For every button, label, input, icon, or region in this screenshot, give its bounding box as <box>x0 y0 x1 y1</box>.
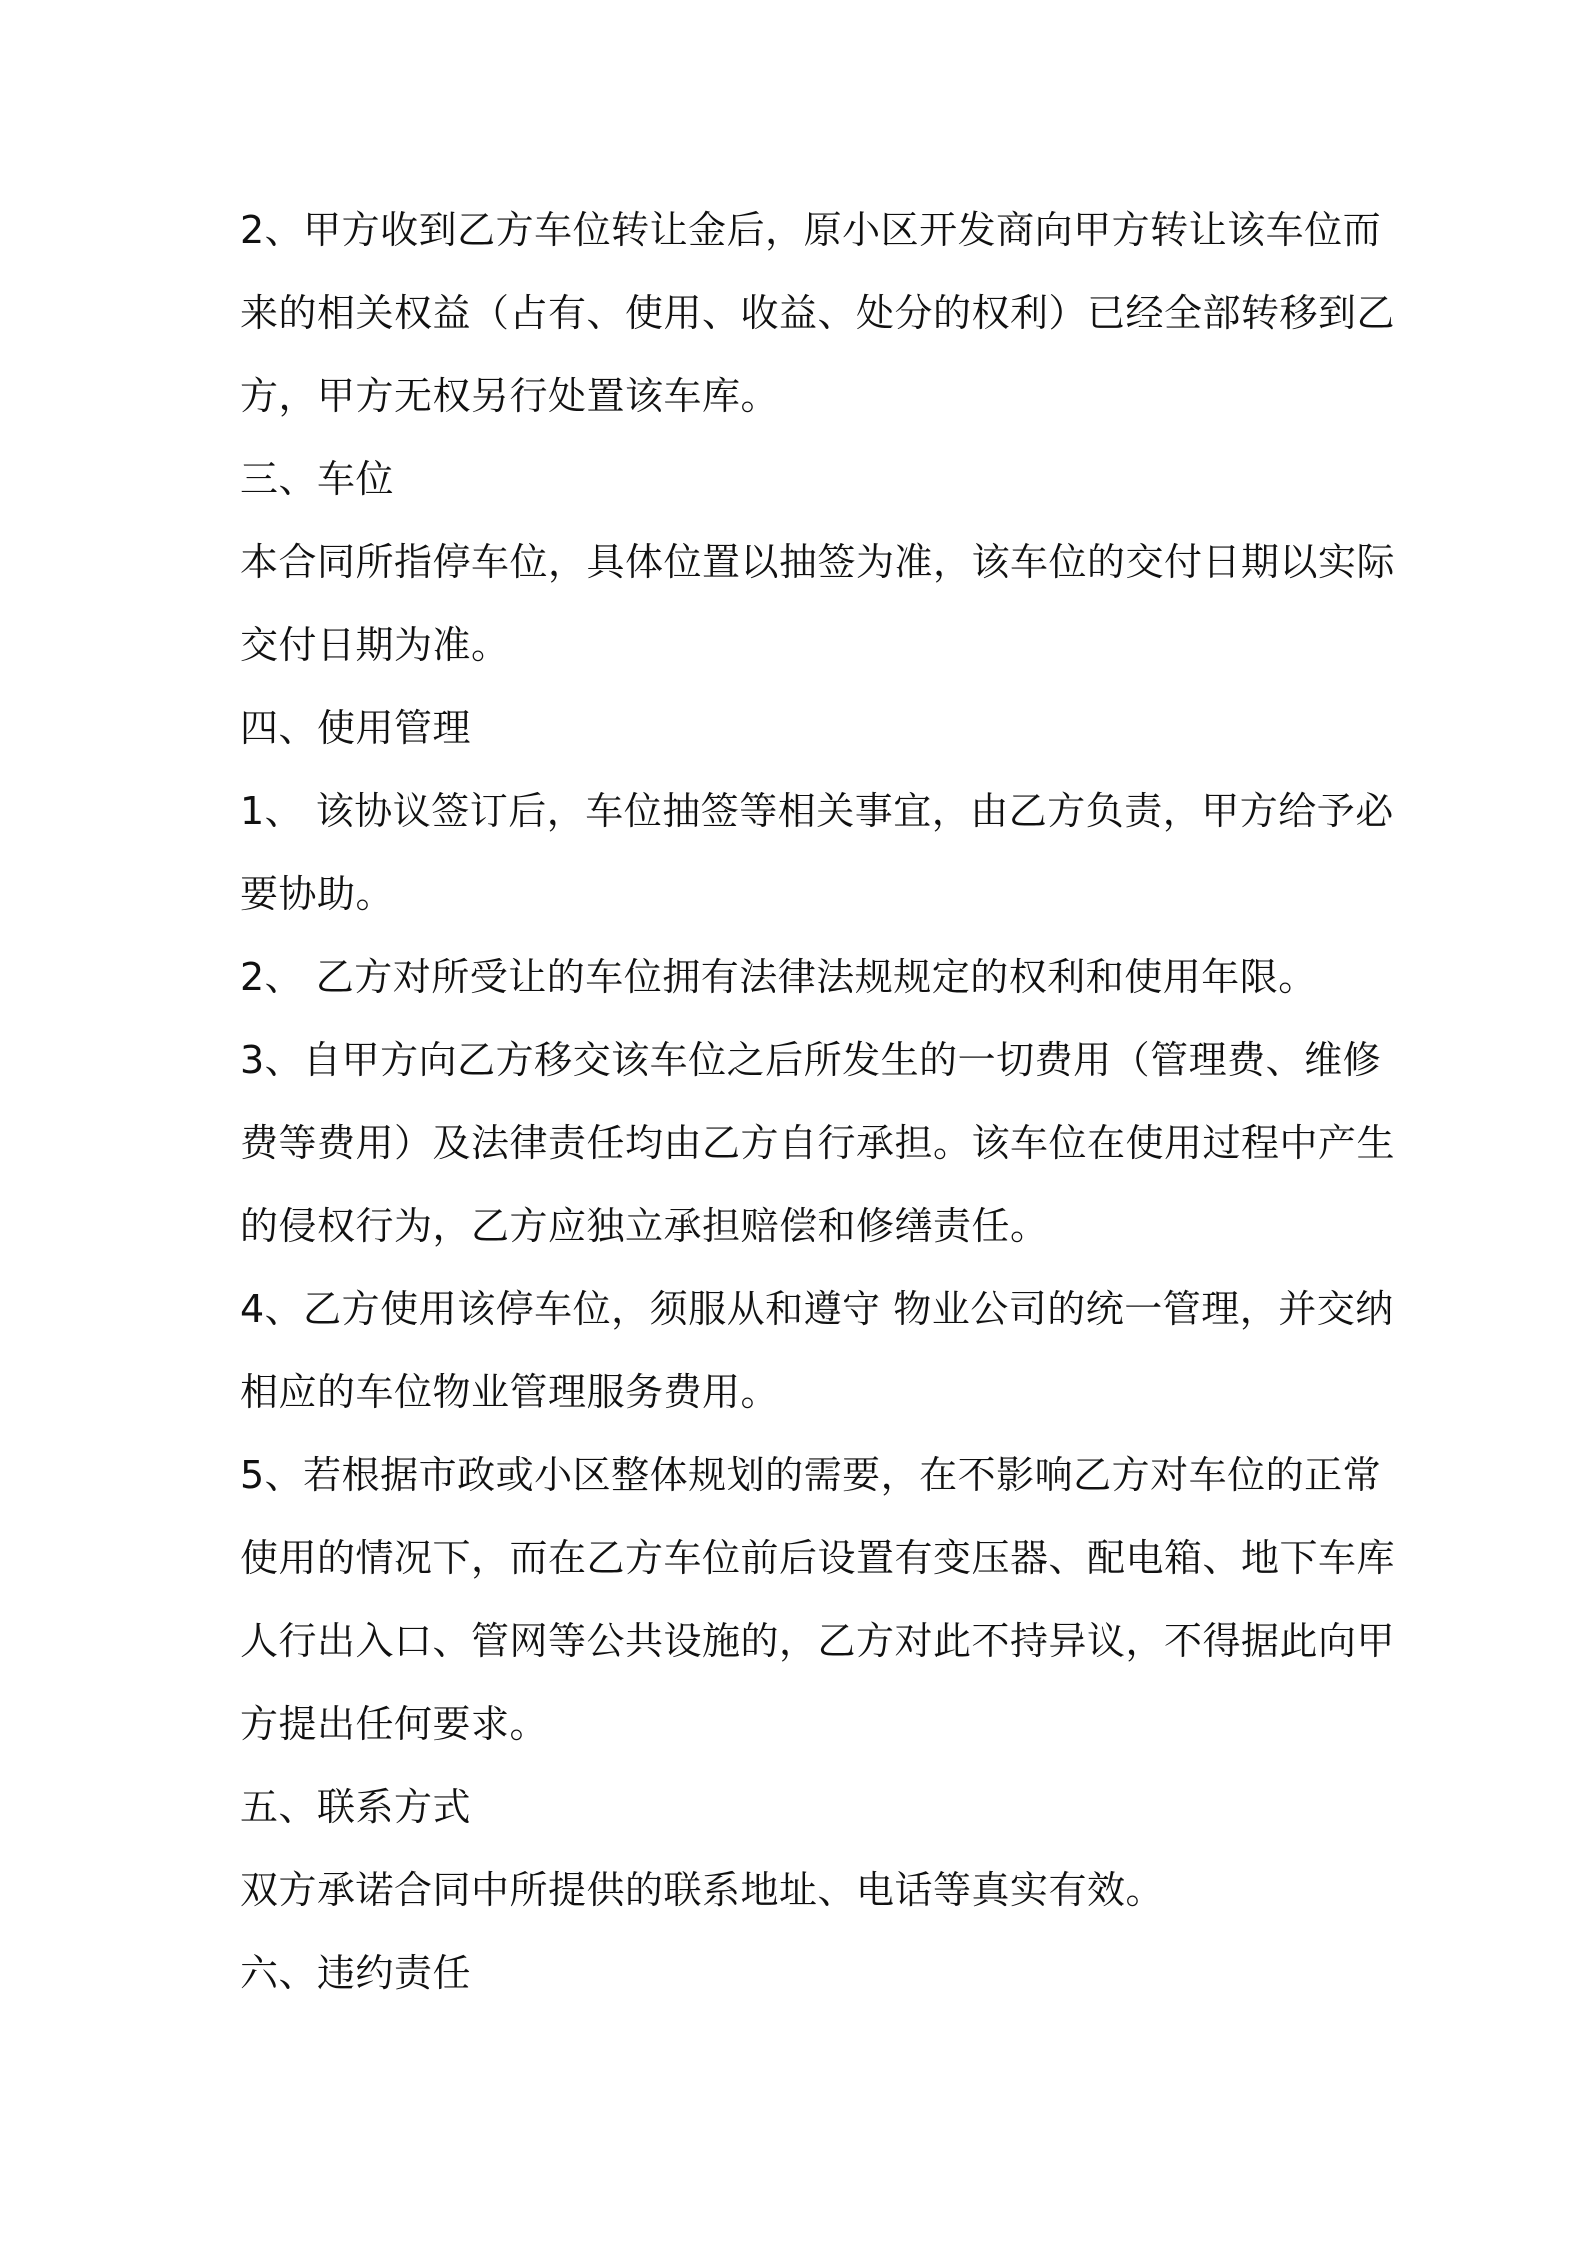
text-line: 费等费用）及法律责任均由乙方自行承担。该车位在使用过程中产生 <box>240 1121 1396 1165</box>
text-line: 交付日期为准。 <box>240 623 510 667</box>
text-line: 要协助。 <box>240 872 395 916</box>
text-line: 4、乙方使用该停车位，须服从和遵守 物业公司的统一管理，并交纳 <box>240 1287 1394 1331</box>
text-line: 2、甲方收到乙方车位转让金后，原小区开发商向甲方转让该车位而 <box>240 208 1382 252</box>
text-line: 的侵权行为，乙方应独立承担赔偿和修缮责任。 <box>240 1204 1049 1248</box>
text-line: 2、 乙方对所受让的车位拥有法律法规规定的权利和使用年限。 <box>240 955 1317 999</box>
text-line: 方提出任何要求。 <box>240 1702 549 1746</box>
text-line: 相应的车位物业管理服务费用。 <box>240 1370 780 1414</box>
text-line: 1、 该协议签订后，车位抽签等相关事宜，由乙方负责，甲方给予必 <box>240 789 1394 833</box>
text-line: 方，甲方无权另行处置该车库。 <box>240 374 780 418</box>
text-line: 来的相关权益（占有、使用、收益、处分的权利）已经全部转移到乙 <box>240 291 1396 335</box>
text-line: 3、自甲方向乙方移交该车位之后所发生的一切费用（管理费、维修 <box>240 1038 1382 1082</box>
text-line: 5、若根据市政或小区整体规划的需要，在不影响乙方对车位的正常 <box>240 1453 1382 1497</box>
section-heading: 四、使用管理 <box>240 706 472 750</box>
text-line: 人行出入口、管网等公共设施的，乙方对此不持异议，不得据此向甲 <box>240 1619 1396 1663</box>
section-heading: 五、联系方式 <box>240 1785 472 1829</box>
text-line: 使用的情况下，而在乙方车位前后设置有变压器、配电箱、地下车库 <box>240 1536 1396 1580</box>
text-line: 双方承诺合同中所提供的联系地址、电话等真实有效。 <box>240 1868 1165 1912</box>
text-line: 本合同所指停车位，具体位置以抽签为准，该车位的交付日期以实际 <box>240 540 1396 584</box>
section-heading: 六、违约责任 <box>240 1951 472 1995</box>
section-heading: 三、车位 <box>240 457 395 501</box>
